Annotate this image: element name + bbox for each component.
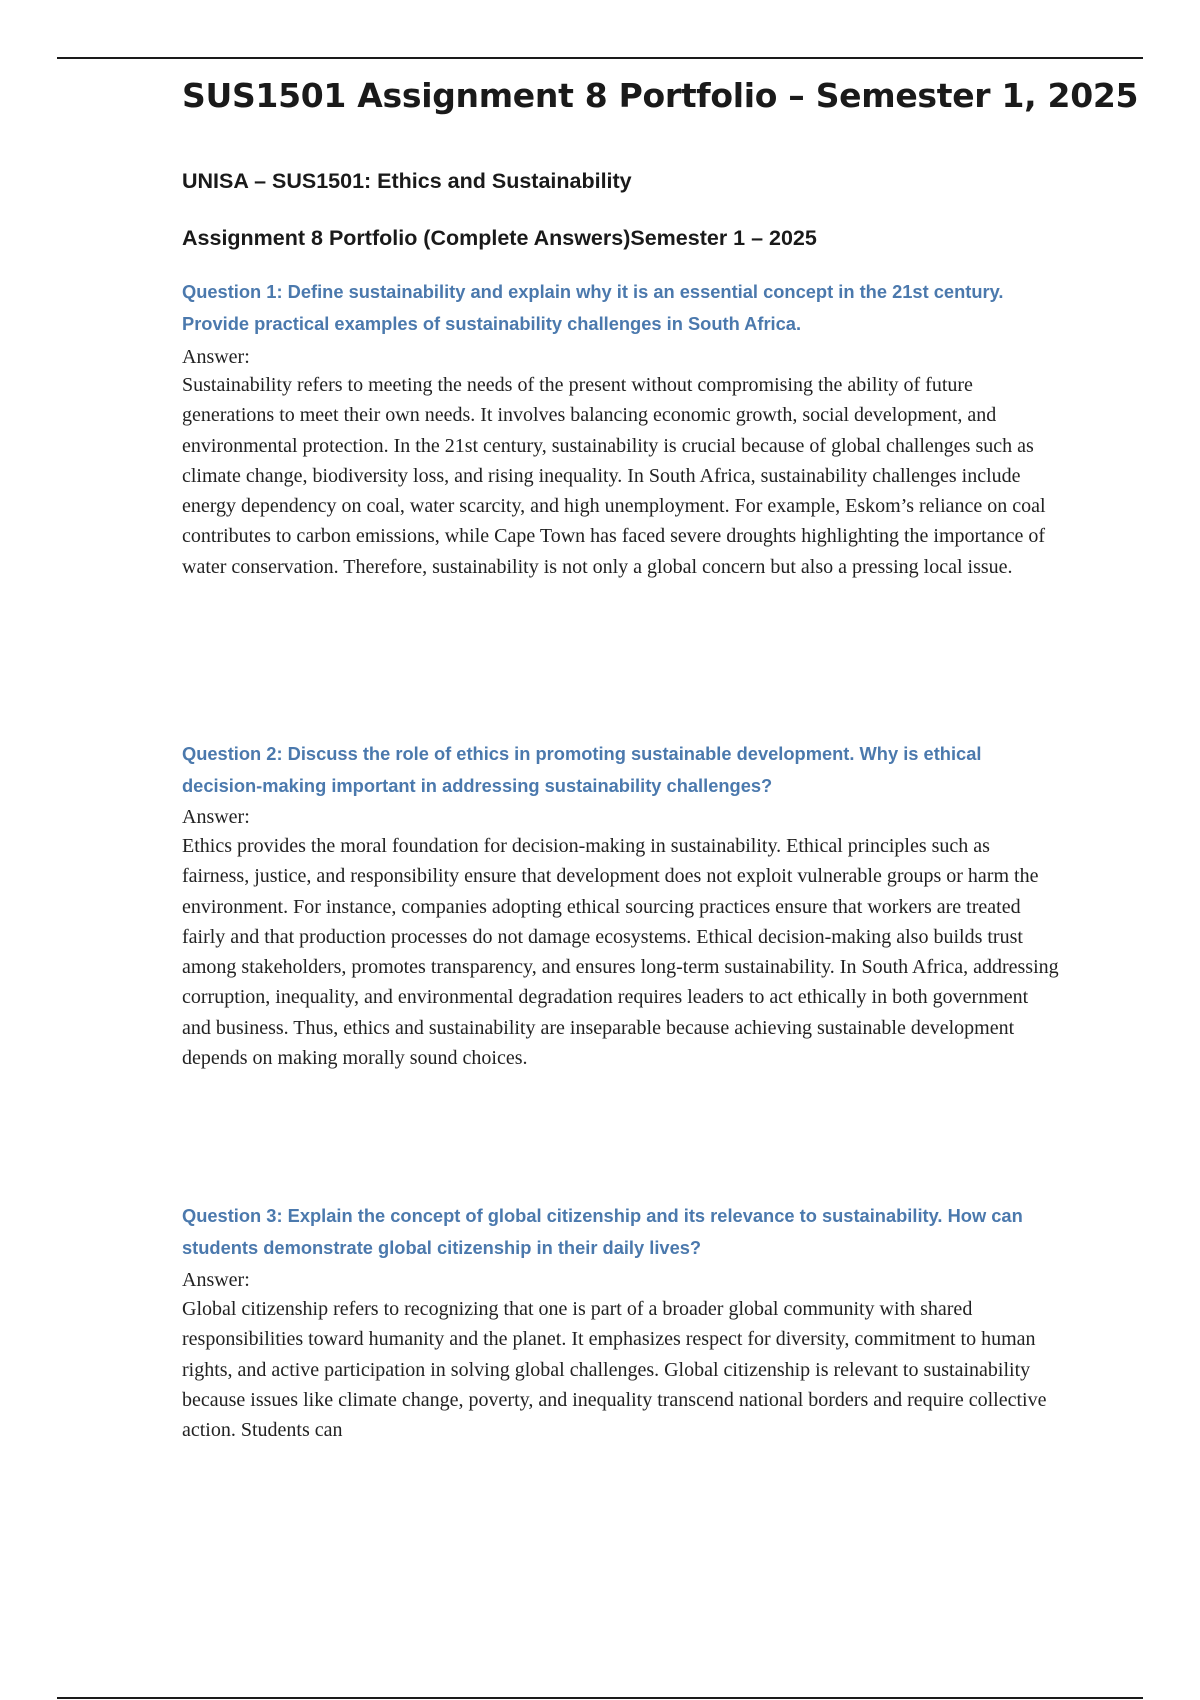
question-1: Question 1: Define sustainability and explain why it is an essential concept in the 21st century. Provide practical examples of sustainability challenges in South Africa. xyxy=(182,281,1004,334)
course-heading: UNISA – SUS1501: Ethics and Sustainability xyxy=(182,169,632,193)
question-2: Question 2: Discuss the role of ethics in promoting sustainable development. Why is ethical decision-making important in addressing sustainability challenges? xyxy=(182,743,982,796)
answer-2: Ethics provides the moral foundation for decision-making in sustainability. Ethical principles such as fairness, justice, and responsibility ensure that development does not exploit vulnerable groups or harm the environment. For instance, companies adopting ethical sourcing practices ensure that workers are treated fairly and that production processes do not damage ecosystems. Ethical decision-making also builds trust among stakeholders, promotes transparency, and ensures long-term sustainability. In South Africa, addressing corruption, inequality, and environmental degradation requires leaders to act ethically in both government and business. Thus, ethics and sustainability are inseparable because achieving sustainable development depends on making morally sound choices. xyxy=(182,835,1059,1070)
bottom-rule xyxy=(57,1697,1143,1699)
top-rule xyxy=(57,57,1143,59)
assignment-heading: Assignment 8 Portfolio (Complete Answers)Semester 1 – 2025 xyxy=(182,226,817,250)
answer-label-2: Answer: xyxy=(182,806,250,828)
answer-3: Global citizenship refers to recognizing that one is part of a broader global community with shared responsibilities toward humanity and the planet. It emphasizes respect for diversity, commitment to human rights, and active participation in solving global challenges. Global citizenship is relevant to sustainability because issues like climate change, poverty, and inequality transcend national borders and require collective action. Students can xyxy=(182,1298,1047,1442)
answer-label-3: Answer: xyxy=(182,1269,250,1291)
answer-1: Sustainability refers to meeting the needs of the present without compromising the ability of future generations to meet their own needs. It involves balancing economic growth, social development, and environmental protection. In the 21st century, sustainability is crucial because of global challenges such as climate change, biodiversity loss, and rising inequality. In South Africa, sustainability challenges include energy dependency on coal, water scarcity, and high unemployment. For example, Eskom’s reliance on coal contributes to carbon emissions, while Cape Town has faced severe droughts highlighting the importance of water conservation. Therefore, sustainability is not only a global concern but also a pressing local issue. xyxy=(182,374,1046,578)
question-3: Question 3: Explain the concept of global citizenship and its relevance to sustainability. How can students demonstrate global citizenship in their daily lives? xyxy=(182,1205,1023,1258)
document-title: SUS1501 Assignment 8 Portfolio – Semester 1, 2025 xyxy=(182,76,1139,115)
answer-label-1: Answer: xyxy=(182,346,250,368)
